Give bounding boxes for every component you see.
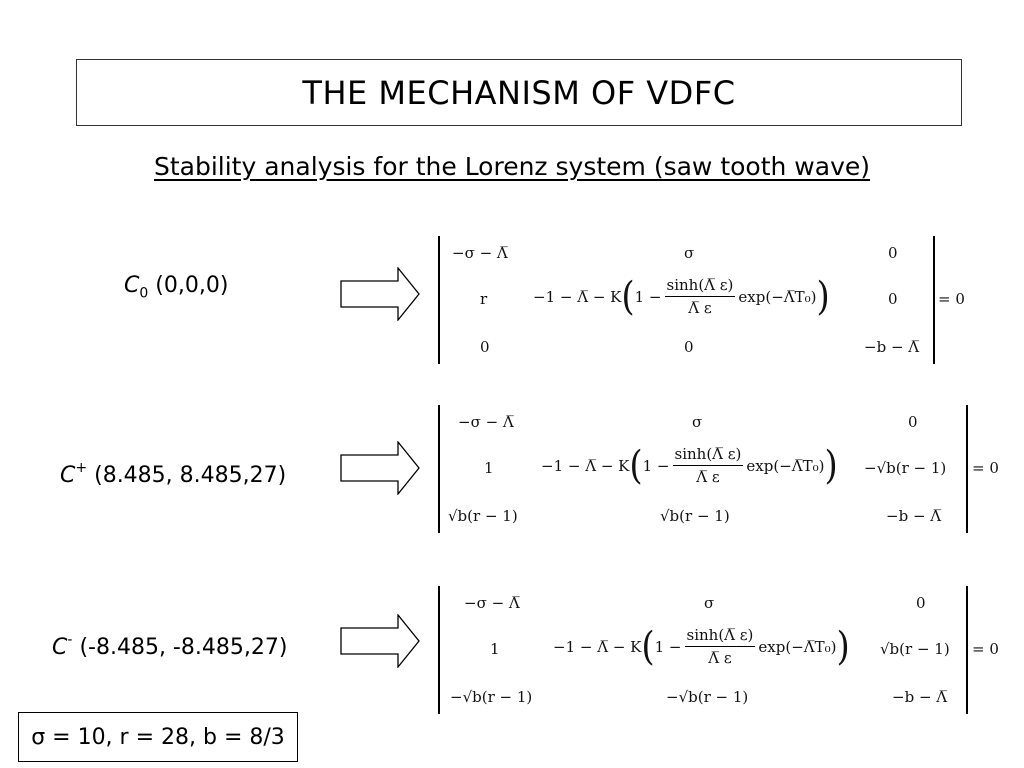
slide-title-text: THE MECHANISM OF VDFC xyxy=(302,73,736,112)
matrix-cell: √b(r − 1) xyxy=(880,640,950,658)
matrix-cell: σ xyxy=(704,594,715,612)
matrix-cell: 1 xyxy=(490,640,500,658)
matrix-cell: √b(r − 1) xyxy=(448,507,518,525)
point-index: + xyxy=(75,460,88,476)
determinant-c0 xyxy=(438,234,998,366)
point-label-c-plus xyxy=(60,460,286,488)
matrix-cell: −σ − Λ̅ xyxy=(458,413,514,431)
point-index: 0 xyxy=(139,285,149,302)
point-label-c0 xyxy=(124,273,228,301)
matrix-cell: 0 xyxy=(684,338,694,356)
matrix-cell: 0 xyxy=(888,244,898,262)
matrix-cell: r xyxy=(480,290,488,308)
matrix-cell: σ xyxy=(684,244,695,262)
right-arrow-icon xyxy=(340,267,420,321)
point-coords: (8.485, 8.485,27) xyxy=(94,463,287,488)
matrix-middle-term: −1 − Λ̅ − K ( 1 − $\frac{\sinh(\Lambda̅ \varepsilon)}{\Lambda̅ \varepsilon}$ exp(−Λ̅T₀) ) xyxy=(553,623,850,670)
matrix-cell: −√b(r − 1) xyxy=(864,459,947,477)
matrix-cell: 0 xyxy=(480,338,490,356)
matrix-middle-term: −1 − Λ̅ − K ( 1 − $\frac{\sinh(\Lambda̅ \varepsilon)}{\Lambda̅ \varepsilon}$ exp(−Λ̅T₀) ) xyxy=(533,273,830,320)
matrix-cell: −√b(r − 1) xyxy=(450,688,533,706)
determinant-c-plus xyxy=(438,403,1018,535)
matrix-cell: √b(r − 1) xyxy=(660,507,730,525)
slide-subtitle: Stability analysis for the Lorenz system (saw tooth wave) xyxy=(153,152,870,181)
matrix-cell: −b − Λ̅ xyxy=(886,507,942,525)
point-symbol: C xyxy=(52,635,68,660)
matrix-cell: 0 xyxy=(888,290,898,308)
point-index: - xyxy=(67,632,73,648)
point-symbol: C xyxy=(124,273,140,298)
matrix-cell: −√b(r − 1) xyxy=(666,688,749,706)
slide-title xyxy=(76,59,962,126)
point-coords: (-8.485, -8.485,27) xyxy=(79,635,288,660)
matrix-cell: 0 xyxy=(908,413,918,431)
equals-zero: = 0 xyxy=(938,290,965,308)
point-coords: (0,0,0) xyxy=(155,273,229,298)
matrix-cell: −b − Λ̅ xyxy=(864,338,920,356)
right-arrow-icon xyxy=(340,614,420,668)
matrix-cell: −σ − Λ̅ xyxy=(464,594,520,612)
matrix-cell: −σ − Λ̅ xyxy=(452,244,508,262)
parameters-text: σ = 10, r = 28, b = 8/3 xyxy=(31,724,285,750)
point-label-c-minus xyxy=(52,632,287,660)
equals-zero: = 0 xyxy=(972,640,999,658)
matrix-cell: 1 xyxy=(484,459,494,477)
matrix-cell: σ xyxy=(692,413,703,431)
matrix-cell: −b − Λ̅ xyxy=(892,688,948,706)
matrix-cell: 0 xyxy=(916,594,926,612)
equals-zero: = 0 xyxy=(972,459,999,477)
matrix-middle-term: −1 − Λ̅ − K ( 1 − $\frac{\sinh(\Lambda̅ \varepsilon)}{\Lambda̅ \varepsilon}$ exp(−Λ̅T₀) ) xyxy=(541,442,838,489)
point-symbol: C xyxy=(60,463,76,488)
right-arrow-icon xyxy=(340,441,420,495)
parameters-box xyxy=(18,712,298,762)
determinant-c-minus xyxy=(438,584,1018,716)
